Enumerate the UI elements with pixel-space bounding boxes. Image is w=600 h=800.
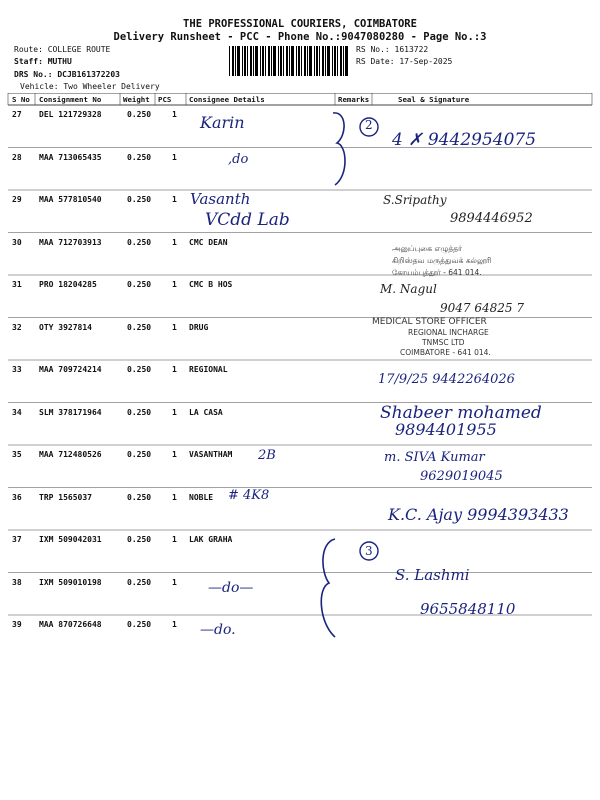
row-weight: 0.250 xyxy=(127,110,152,119)
row-pcs: 1 xyxy=(172,195,177,204)
stamp-row32-l3: TNMSC LTD xyxy=(422,338,465,347)
hw-row27-name: Karin xyxy=(200,113,245,132)
row-pcs: 1 xyxy=(172,535,177,544)
row-weight: 0.250 xyxy=(127,365,152,374)
row-consignment-no: SLM 378171964 xyxy=(39,407,102,417)
brace-group-2 xyxy=(325,105,385,190)
row-consignment-no: MAA 709724214 xyxy=(39,365,102,374)
row-weight: 0.250 xyxy=(127,322,152,332)
row-weight: 0.250 xyxy=(127,620,152,629)
stamp-row32-l2: REGIONAL INCHARGE xyxy=(408,328,489,337)
row-consignee: CMC DEAN xyxy=(189,237,228,247)
row-consignment-no: IXM 509010198 xyxy=(39,577,102,587)
stamp-row30-l3: கோயம்புத்தூர் - 641 014. xyxy=(392,268,482,277)
row-sno: 31 xyxy=(12,280,22,289)
hw-row38-ditto: —do— xyxy=(208,580,254,596)
row-consignee: REGIONAL xyxy=(189,365,228,374)
hw-row35-extra: 2B xyxy=(258,448,276,463)
runsheet-subtitle: Delivery Runsheet - PCC - Phone No.:9047080280 - Page No.:3 xyxy=(113,31,487,43)
row-weight: 0.250 xyxy=(127,407,152,417)
row-consignee: LA CASA xyxy=(189,407,223,417)
hw-sig-row34a: Shabeer mohamed xyxy=(380,403,542,423)
row-weight: 0.250 xyxy=(127,195,152,204)
row-consignee: LAK GRAHA xyxy=(189,535,233,544)
row-sno: 39 xyxy=(12,620,22,629)
row-pcs: 1 xyxy=(172,365,177,374)
hw-sig-row36: K.C. Ajay 9994393433 xyxy=(388,505,569,524)
row-sno: 36 xyxy=(12,492,22,502)
row-consignment-no: MAA 712703913 xyxy=(39,237,102,247)
hw-row29-name2: VCdd Lab xyxy=(205,210,290,230)
barcode xyxy=(228,46,352,76)
row-pcs: 1 xyxy=(172,407,177,417)
route-label: Route: COLLEGE ROUTE xyxy=(14,45,111,54)
stamp-row32-l4: COIMBATORE - 641 014. xyxy=(400,348,491,357)
brace-group-3 xyxy=(305,533,385,643)
row-weight: 0.250 xyxy=(127,492,152,502)
vehicle-label: Vehicle: Two Wheeler Delivery xyxy=(20,82,160,91)
hw-row39-ditto: —do. xyxy=(200,622,236,638)
row-pcs: 1 xyxy=(172,280,177,289)
col-consignment: Consignment No xyxy=(39,95,102,104)
row-weight: 0.250 xyxy=(127,577,152,587)
hw-sig-row31: M. Nagul xyxy=(380,282,437,296)
col-seal-signature: Seal & Signature xyxy=(398,95,470,104)
hw-sig-row35a: m. SIVA Kumar xyxy=(384,450,485,465)
row-consignment-no: DEL 121729328 xyxy=(39,110,102,119)
row-sno: 27 xyxy=(12,110,22,119)
row-sno: 28 xyxy=(12,152,22,162)
hw-circle-3: 3 xyxy=(365,544,373,558)
col-pcs: PCS xyxy=(158,95,172,104)
row-weight: 0.250 xyxy=(127,237,152,247)
row-consignment-no: MAA 712480526 xyxy=(39,450,102,459)
row-pcs: 1 xyxy=(172,237,177,247)
hw-sig-row35b: 9629019045 xyxy=(420,469,503,484)
col-sno: S No xyxy=(12,95,30,104)
row-consignment-no: OTY 3927814 xyxy=(39,322,92,332)
col-weight: Weight xyxy=(123,95,150,104)
hw-circle-2: 2 xyxy=(365,118,373,132)
row-weight: 0.250 xyxy=(127,535,152,544)
row-consignment-no: MAA 577810540 xyxy=(39,195,102,204)
hw-row29-name1: Vasanth xyxy=(190,190,251,208)
hw-sig-row32: 9047 64825 7 xyxy=(440,301,524,315)
rs-number: RS No.: 1613722 xyxy=(356,45,429,54)
row-consignee: CMC B HOS xyxy=(189,280,233,289)
row-sno: 33 xyxy=(12,365,22,374)
stamp-row32-l1: MEDICAL STORE OFFICER xyxy=(372,317,487,327)
hw-sig-row33: 17/9/25 9442264026 xyxy=(378,372,515,387)
staff-label: Staff: MUTHU xyxy=(14,57,72,66)
row-pcs: 1 xyxy=(172,492,177,502)
row-consignment-no: MAA 713065435 xyxy=(39,152,102,162)
row-pcs: 1 xyxy=(172,152,177,162)
row-pcs: 1 xyxy=(172,322,177,332)
row-consignment-no: PRO 18204285 xyxy=(39,280,97,289)
row-pcs: 1 xyxy=(172,620,177,629)
row-sno: 38 xyxy=(12,577,22,587)
stamp-row30-l2: கிறிஸ்தவ மருத்துவக் கல்லூரி xyxy=(392,256,492,265)
row-weight: 0.250 xyxy=(127,450,152,459)
hw-row36-extra: # 4K8 xyxy=(228,488,270,503)
row-sno: 29 xyxy=(12,195,22,204)
row-consignee: VASANTHAM xyxy=(189,450,233,459)
row-sno: 37 xyxy=(12,535,22,544)
row-sno: 34 xyxy=(12,407,22,417)
company-title: THE PROFESSIONAL COURIERS, COIMBATORE xyxy=(183,18,417,30)
row-pcs: 1 xyxy=(172,450,177,459)
row-consignment-no: TRP 1565037 xyxy=(39,492,92,502)
row-consignment-no: IXM 509042031 xyxy=(39,535,102,544)
col-remarks: Remarks xyxy=(338,95,370,104)
row-sno: 32 xyxy=(12,322,22,332)
row-sno: 35 xyxy=(12,450,22,459)
row-pcs: 1 xyxy=(172,110,177,119)
row-consignment-no: MAA 870726648 xyxy=(39,620,102,629)
stamp-row30-l1: அனுப்புகை எழுத்தர் xyxy=(392,244,463,253)
hw-sig-row27: 4 ✗ 9442954075 xyxy=(392,130,537,150)
row-consignee: NOBLE xyxy=(189,492,214,502)
hw-sig-row34b: 9894401955 xyxy=(395,420,497,439)
row-consignee: DRUG xyxy=(189,322,209,332)
hw-row28-ditto: ,do xyxy=(228,152,249,167)
hw-sig-row38a: S. Lashmi xyxy=(395,566,470,584)
hw-sig-row29b: 9894446952 xyxy=(450,211,533,226)
col-consignee: Consignee Details xyxy=(189,95,265,104)
drs-label: DRS No.: DCJB161372203 xyxy=(14,70,120,79)
row-sno: 30 xyxy=(12,237,22,247)
row-pcs: 1 xyxy=(172,577,177,587)
rs-date: RS Date: 17-Sep-2025 xyxy=(356,57,453,66)
row-weight: 0.250 xyxy=(127,280,152,289)
row-weight: 0.250 xyxy=(127,152,152,162)
hw-sig-row38b: 9655848110 xyxy=(420,600,516,618)
hw-sig-row29a: S.Sripathy xyxy=(383,193,447,207)
